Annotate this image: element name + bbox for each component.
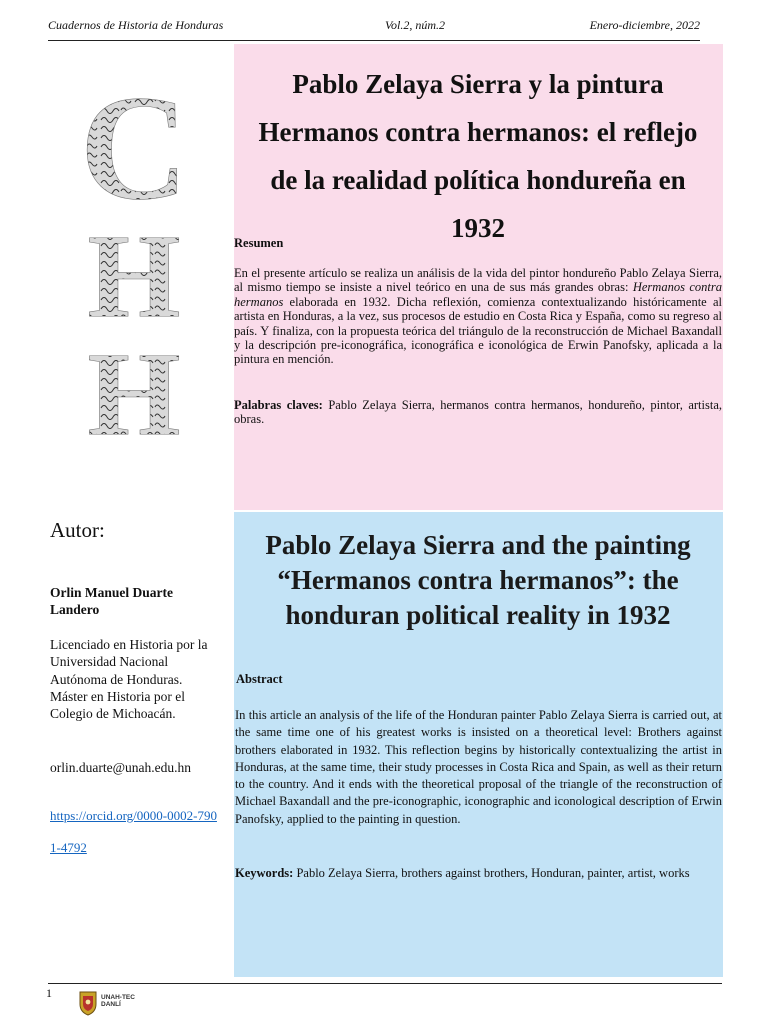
article-title-spanish: Pablo Zelaya Sierra y la pintura Hermanos contra hermanos: el reflejo de la realidad política hondureña en 1932 <box>258 69 698 243</box>
author-email[interactable]: orlin.duarte@unah.edu.hn <box>50 760 192 775</box>
article-title-english: Pablo Zelaya Sierra and the painting “Hermanos contra hermanos”: the honduran political reality in 1932 <box>265 530 691 630</box>
abstract-heading: Abstract <box>236 672 283 686</box>
painting-title-italic: Hermanos contra hermanos <box>234 280 722 309</box>
palabras-claves-label: Palabras claves: <box>234 398 323 412</box>
author-heading: Autor: <box>50 518 105 542</box>
resumen-heading: Resumen <box>234 236 284 250</box>
unah-logo-line1: UNAH-TEC <box>101 994 135 1001</box>
resumen-text-part: elaborada en 1932. Dicha reflexión, comienza contextualizando históricamente al artista en Honduras, a la vez, sus procesos de estudio en Costa Rica y España, como su regreso al país. Y finaliza, con la propuesta teórica del triángulo de la reconstrucción de Michael Baxandall y la descripción pre-iconográfica, iconográfica e iconológica de Erwin Panofsky, aplicada a la pintura en mención. <box>234 294 722 367</box>
unah-shield-icon <box>78 990 98 1016</box>
journal-logo <box>66 78 202 440</box>
logo-letter-h2: H <box>87 327 181 440</box>
footer-divider <box>48 983 722 984</box>
resumen-text <box>234 266 722 367</box>
abstract-text: In this article an analysis of the life of the Honduran painter Pablo Zelaya Sierra is carried out, at the same time one of his greatest works is insisted on a theoretical level: Brothers against brothers elaborated in 1932. This reflection begins by historically contextualizing the artist in Honduras, at the same time, their study processes in Costa Rica and Spain, as well as their return to the country. And it ends with the theoretical proposal of the triangle of the reconstruction of Michael Baxandall and the pre-iconographic, iconographic and iconological description of Erwin Panofsky, applied to the painting in question. <box>235 708 722 826</box>
palabras-claves-list: Pablo Zelaya Sierra, hermanos contra hermanos, hondureño, pintor, artista, obras. <box>234 398 723 427</box>
logo-letter-c: C <box>79 78 189 231</box>
logo-letter-h1: H <box>87 209 181 342</box>
keywords-list: Pablo Zelaya Sierra, brothers against brothers, Honduran, painter, artist, works <box>293 866 690 880</box>
volume-number: Vol.2, núm.2 <box>385 18 445 32</box>
keywords-label: Keywords: <box>235 866 294 880</box>
author-bio: Licenciado en Historia por la Universidad Nacional Autónoma de Honduras. Máster en Historia por el Colegio de Michoacán. <box>50 637 208 722</box>
orcid-link[interactable]: https://orcid.org/0000-0002-7901-4792 <box>50 808 217 855</box>
resumen-text-part: En el presente artículo se realiza un análisis de la vida del pintor hondureño Pablo Zelaya Sierra, al mismo tiempo se insiste a nivel teórico en una de sus más grandes obras: <box>234 266 722 295</box>
unah-logo-line2: DANLÍ <box>101 1001 121 1008</box>
journal-name: Cuadernos de Historia de Honduras <box>48 18 224 32</box>
running-header <box>48 14 700 41</box>
keywords <box>235 865 722 882</box>
publication-date: Enero-diciembre, 2022 <box>589 18 700 32</box>
palabras-claves <box>234 398 722 427</box>
unah-logo-text <box>101 994 135 1008</box>
author-name: Orlin Manuel Duarte Landero <box>50 585 173 617</box>
page-number: 1 <box>46 986 52 1000</box>
